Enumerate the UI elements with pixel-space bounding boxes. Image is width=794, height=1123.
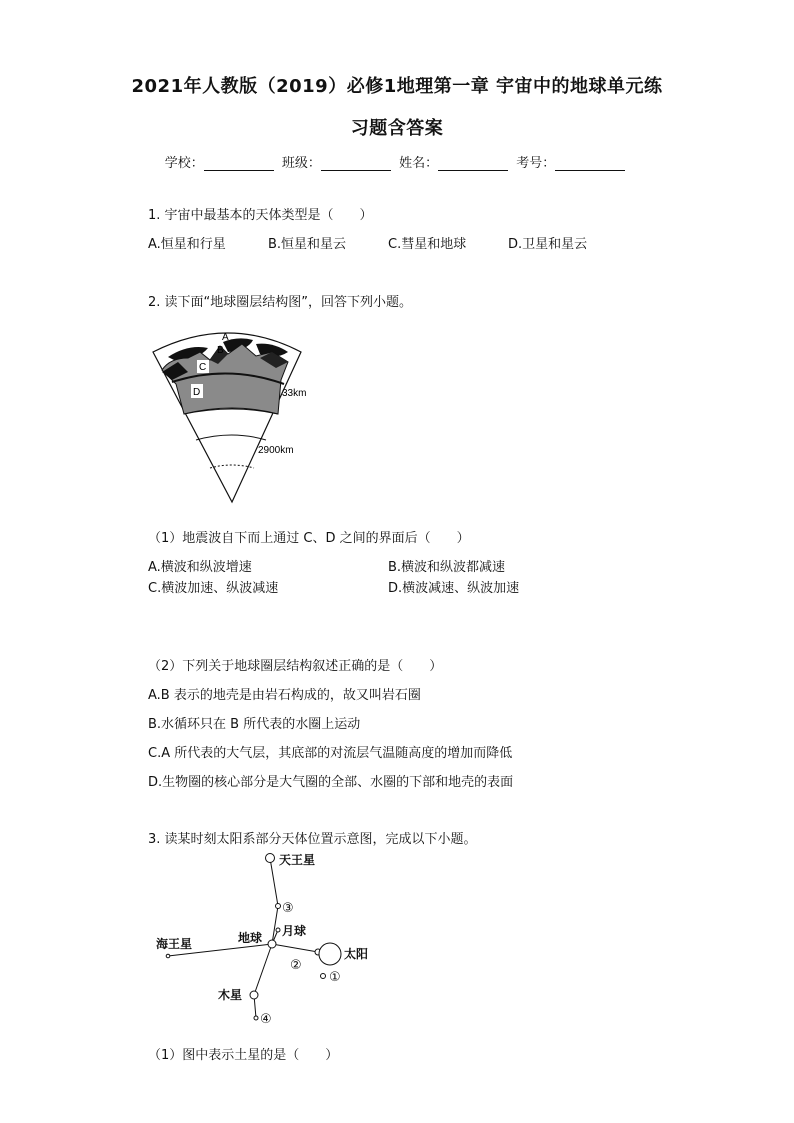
q1-stem: 1. 宇宙中最基本的天体类型是（ ） [148, 208, 373, 223]
school-blank[interactable] [204, 156, 274, 171]
q2-stem: 2. 读下面“地球圈层结构图”，回答下列小题。 [148, 295, 413, 310]
body-1-marker [321, 974, 326, 979]
label-n3: ③ [282, 901, 294, 916]
label-sun: 太阳 [344, 947, 369, 961]
q2-sub2-stem: （2）下列关于地球圈层结构叙述正确的是（ ） [148, 659, 443, 674]
doc-title-line1: 2021年人教版（2019）必修1地理第一章 宇宙中的地球单元练 [131, 76, 663, 97]
q1-option-a[interactable]: A.恒星和行星 [148, 237, 226, 252]
label-d: D [193, 387, 201, 398]
jupiter-marker [250, 991, 258, 999]
label-uranus: 天王星 [279, 853, 316, 867]
q2-sub2-option-b[interactable]: B.水循环只在 B 所代表的水圈上运动 [148, 717, 361, 732]
class-label: 班级： [281, 156, 321, 171]
label-n1: ① [329, 970, 341, 985]
solar-system-diagram [148, 848, 388, 1030]
label-33km: 33km [282, 388, 307, 399]
name-label: 姓名： [399, 156, 439, 171]
label-earth: 地球 [238, 931, 263, 945]
q3-sub1-stem: （1）图中表示土星的是（ ） [148, 1048, 339, 1063]
q2-sub2-option-d[interactable]: D.生物圈的核心部分是大气圈的全部、水圈的下部和地壳的表面 [148, 775, 514, 790]
label-2900km: 2900km [258, 445, 294, 456]
uranus-marker [266, 854, 275, 863]
name-blank[interactable] [438, 156, 508, 171]
label-c: C [199, 362, 207, 373]
q2-sub1-stem: （1）地震波自下而上通过 C、D 之间的界面后（ ） [148, 531, 470, 546]
q2-sub2-option-c[interactable]: C.A 所代表的大气层，其底部的对流层气温随高度的增加而降低 [148, 746, 513, 761]
earth-sphere-diagram [148, 322, 318, 508]
neptune-marker [166, 954, 170, 958]
number-label: 考号： [516, 156, 556, 171]
label-jupiter: 木星 [218, 988, 243, 1002]
q2-sub1-option-d[interactable]: D.横波减速、纵波加速 [388, 581, 520, 596]
doc-title-line2: 习题含答案 [350, 118, 444, 139]
number-blank[interactable] [555, 156, 625, 171]
q1-option-d[interactable]: D.卫星和星云 [508, 237, 588, 252]
body-4-marker [254, 1016, 258, 1020]
school-label: 学校： [164, 156, 204, 171]
q2-sub1-option-a[interactable]: A.横波和纵波增速 [148, 560, 252, 575]
label-a: A [222, 332, 229, 343]
q2-sub1-option-b[interactable]: B.横波和纵波都减速 [388, 560, 506, 575]
label-b: B [217, 345, 224, 356]
sun-marker [319, 943, 341, 965]
q2-sub2-option-a[interactable]: A.B 表示的地壳是由岩石构成的，故又叫岩石圈 [148, 688, 421, 703]
label-neptune: 海王星 [156, 937, 193, 951]
q1-option-b[interactable]: B.恒星和星云 [268, 237, 347, 252]
q2-sub1-option-c[interactable]: C.横波加速、纵波减速 [148, 581, 279, 596]
q3-stem: 3. 读某时刻太阳系部分天体位置示意图，完成以下小题。 [148, 832, 477, 847]
q1-option-c[interactable]: C.彗星和地球 [388, 237, 467, 252]
label-moon: 月球 [282, 924, 307, 938]
body-3-marker [276, 904, 281, 909]
label-n4: ④ [260, 1012, 272, 1027]
moon-marker [276, 928, 280, 932]
earth-marker [268, 940, 276, 948]
student-info-row [0, 152, 794, 171]
label-n2: ② [290, 958, 302, 973]
class-blank[interactable] [321, 156, 391, 171]
